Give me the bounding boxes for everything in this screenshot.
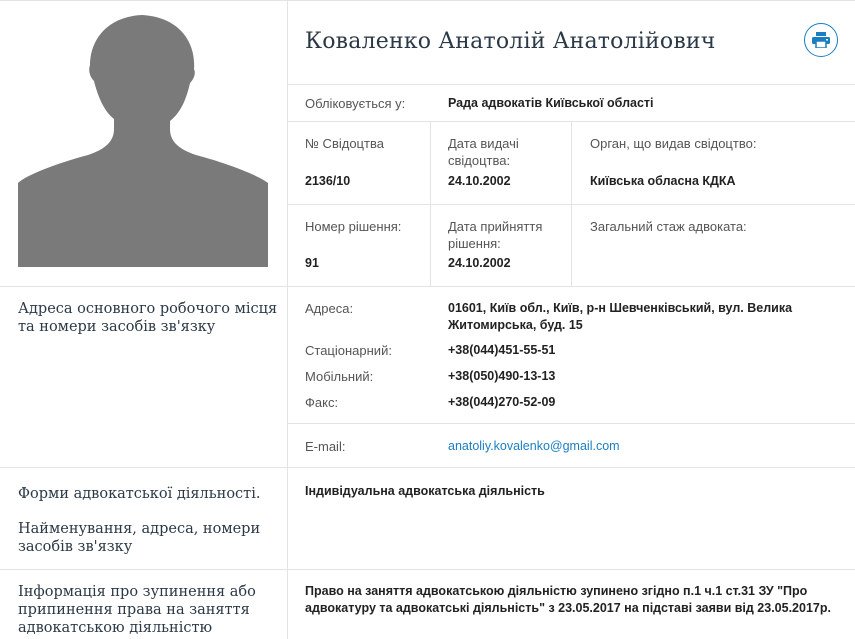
decision-date: 24.10.2002 <box>448 256 511 270</box>
certificate-date: 24.10.2002 <box>448 174 511 188</box>
suspension-value: Право на заняття адвокатською діяльністю зупинено згідно п.1 ч.1 ст.31 ЗУ "Про адвокатуру та адвокатські діяльність" з 23.05.2017 на підставі заяви від 23.05.2017р. <box>305 584 831 615</box>
certificate-number: 2136/10 <box>305 174 351 188</box>
fax-value: +38(044)270-52-09 <box>448 395 556 409</box>
suspension-section-title: Інформація про зупинення або припинення права на заняття адвокатською діяльністю <box>18 584 256 636</box>
mobile-label: Мобільний: <box>305 369 374 384</box>
contacts-section-title: Адреса основного робочого місця та номери засобів зв'язку <box>18 301 278 335</box>
avatar <box>18 15 268 267</box>
certificate-issuer: Київська обласна КДКА <box>590 174 736 188</box>
email-link[interactable]: anatoliy.kovalenko@gmail.com <box>448 439 620 453</box>
activity-value: Індивідуальна адвокатська діяльність <box>305 484 545 498</box>
divider <box>287 1 288 639</box>
activity-section-subtitle: Найменування, адреса, номери засобів зв'язку <box>18 521 261 555</box>
landline-label: Стаціонарний: <box>305 343 392 358</box>
decision-number-label: Номер рішення: <box>305 219 402 234</box>
divider <box>0 569 855 570</box>
divider <box>571 121 572 286</box>
fax-label: Факс: <box>305 395 339 410</box>
landline-value: +38(044)451-55-51 <box>448 343 556 357</box>
registry-label: Обліковується у: <box>305 96 406 111</box>
print-button[interactable] <box>804 23 838 57</box>
lawyer-name: Коваленко Анатолій Анатолійович <box>305 29 716 54</box>
person-silhouette-icon <box>18 15 268 267</box>
divider <box>287 84 855 85</box>
activity-section-title: Форми адвокатської діяльності. <box>18 486 261 502</box>
divider <box>287 423 855 424</box>
address-label: Адреса: <box>305 301 354 316</box>
certificate-issuer-label: Орган, що видав свідоцтво: <box>590 136 757 151</box>
printer-icon <box>812 32 830 48</box>
address-value: 01601, Київ обл., Київ, р-н Шевченківський, вул. Велика Житомирська, буд. 15 <box>448 301 793 332</box>
mobile-value: +38(050)490-13-13 <box>448 369 556 383</box>
registry-value: Рада адвокатів Київської області <box>448 96 654 110</box>
divider <box>0 286 855 287</box>
certificate-date-label: Дата видачі свідоцтва: <box>448 136 519 168</box>
certificate-number-label: № Свідоцтва <box>305 136 384 151</box>
email-label: E-mail: <box>305 439 346 454</box>
decision-number: 91 <box>305 256 319 270</box>
experience-label: Загальний стаж адвоката: <box>590 219 747 234</box>
decision-date-label: Дата прийняття рішення: <box>448 219 543 251</box>
divider <box>0 467 855 468</box>
divider <box>430 121 431 286</box>
